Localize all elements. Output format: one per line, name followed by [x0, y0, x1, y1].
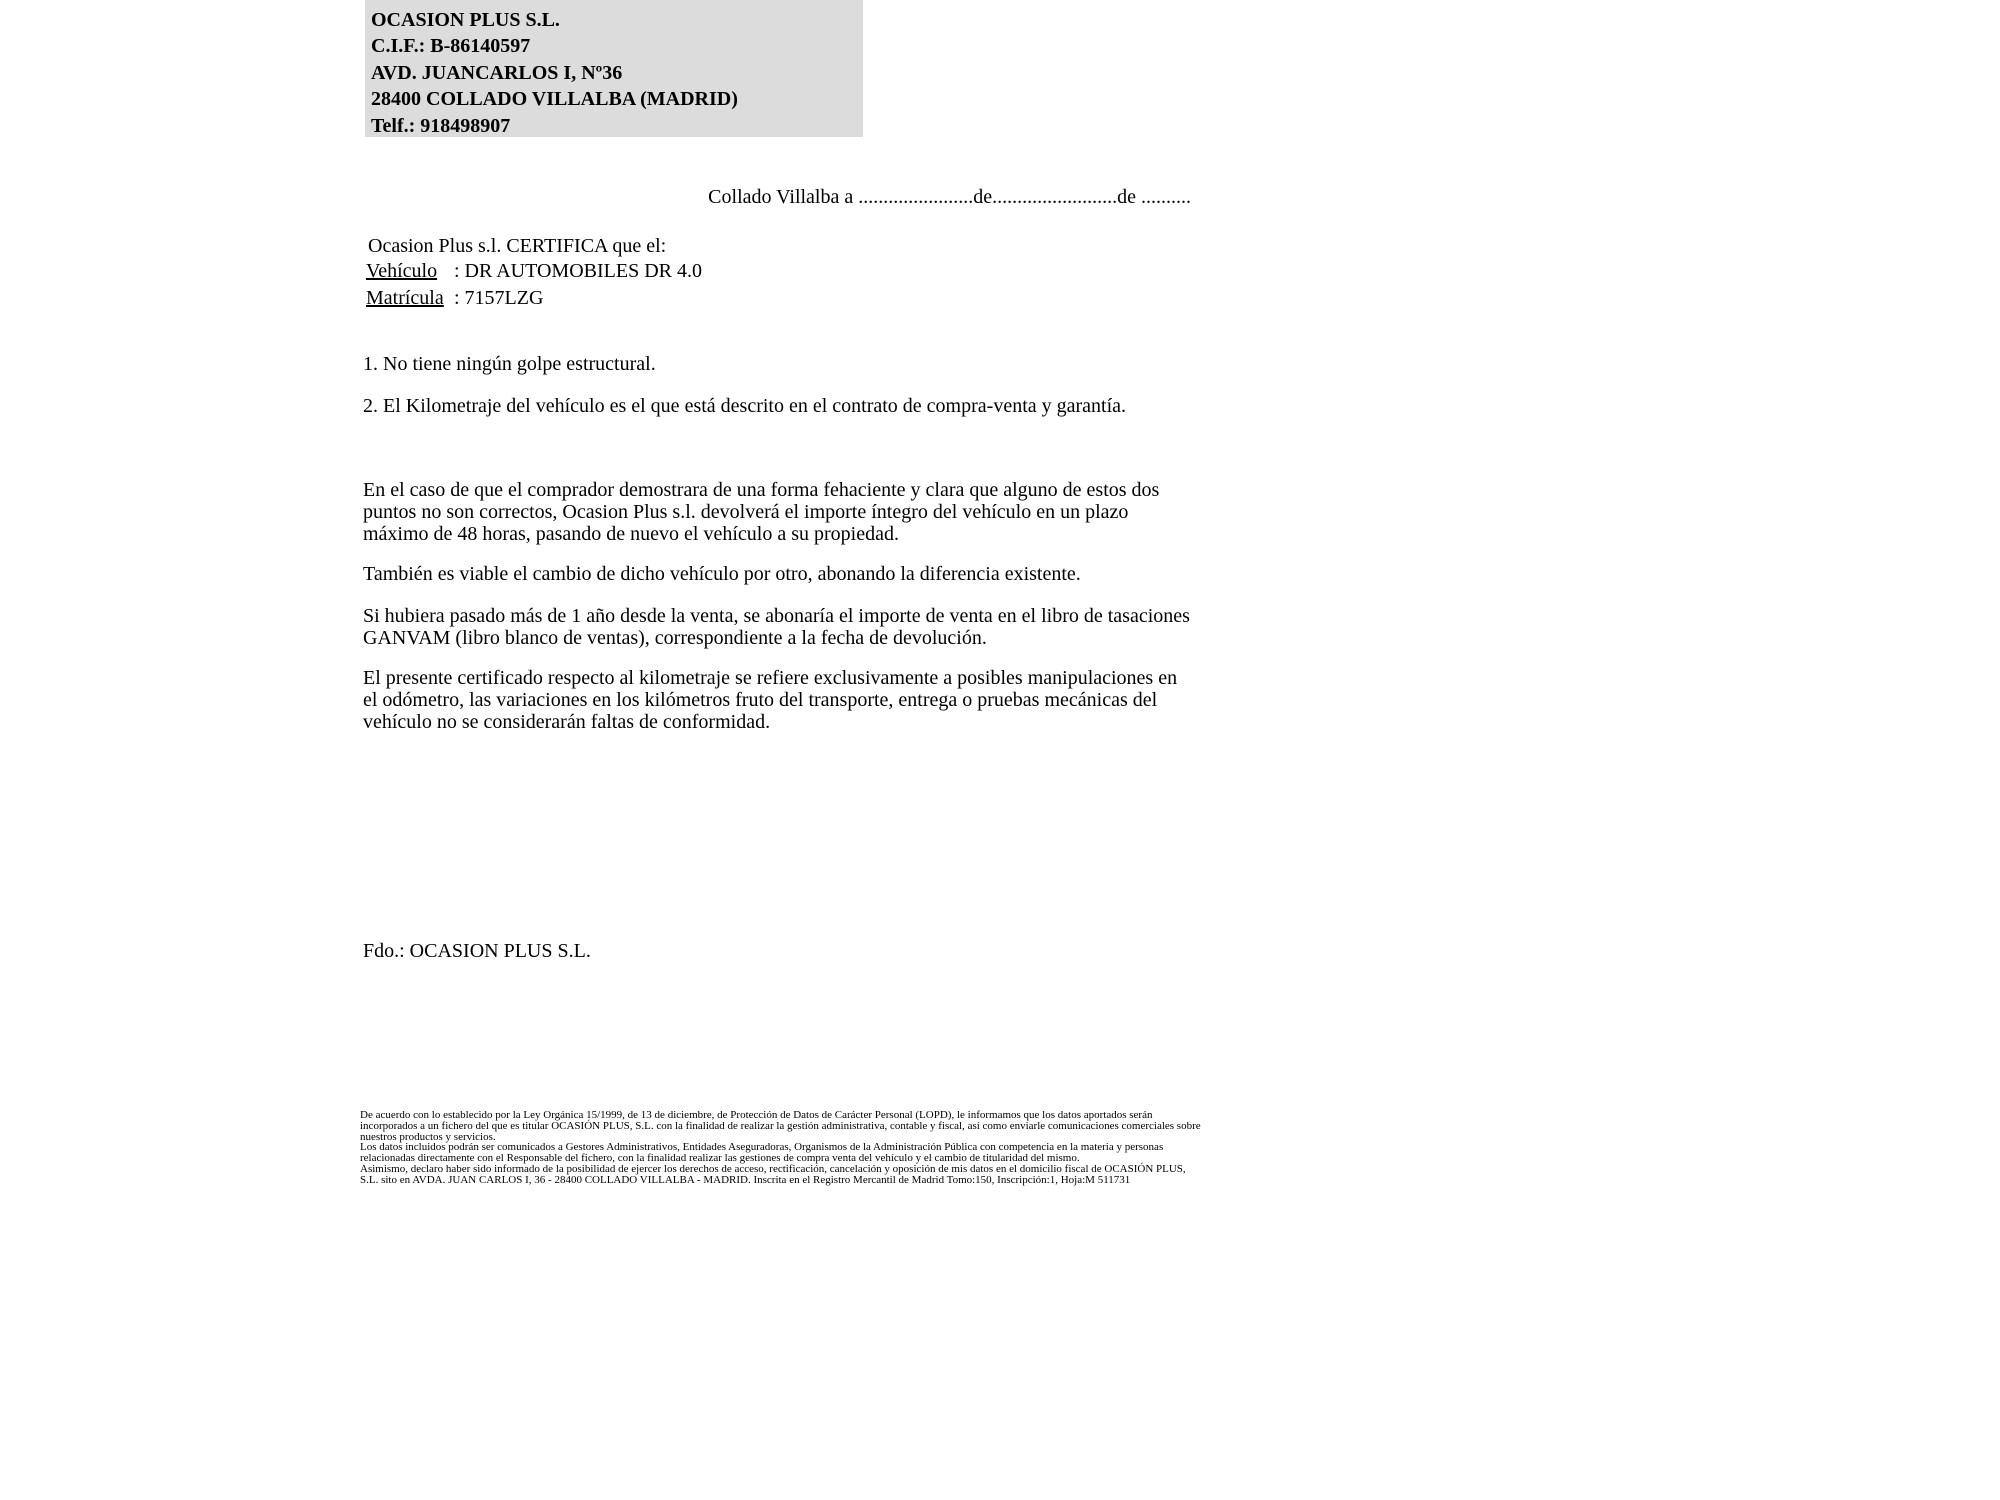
plate-label: Matrícula — [366, 287, 444, 309]
plate-value: : 7157LZG — [454, 287, 544, 309]
legal-paragraph-data-sharing: Los datos incluidos podrán ser comunicados a Gestores Administrativos, Entidades Aseguradoras, Organismos de la Administración Pública con competencia en la materia y personas relacionadas directamente con el Responsable del fichero, con la finalidad realizar las gestiones de compra venta del vehículo y el cambio de titularidad del mismo. — [360, 1141, 1164, 1165]
certification-intro: Ocasion Plus s.l. CERTIFICA que el: — [368, 235, 667, 257]
paragraph-refund: En el caso de que el comprador demostrara de una forma fehaciente y clara que alguno de estos dos puntos no son correctos, Ocasion Plus s.l. devolverá el importe íntegro del vehículo en un plazo máximo de 48 horas, pasando de nuevo el vehículo a su propiedad. — [363, 479, 1160, 545]
paragraph-ganvam: Si hubiera pasado más de 1 año desde la venta, se abonaría el importe de venta en el libro de tasaciones GANVAM (libro blanco de ventas), correspondiente a la fecha de devolución. — [363, 605, 1190, 649]
company-address: AVD. JUANCARLOS I, Nº36 — [371, 61, 623, 84]
company-cif: C.I.F.: B-86140597 — [371, 35, 531, 58]
paragraph-odometer: El presente certificado respecto al kilometraje se refiere exclusivamente a posibles manipulaciones en el odómetro, las variaciones en los kilómetros fruto del transporte, entrega o pruebas mecánicas del vehículo no se considerarán faltas de conformidad. — [363, 667, 1178, 733]
legal-paragraph-rights: Asimismo, declaro haber sido informado de la posibilidad de ejercer los derechos de acceso, rectificación, cancelación y oposición de mis datos en el domicilio fiscal de OCASIÓN PLUS, S.L. sito en AVDA. JUAN CARLOS I, 36 - 28400 COLLADO VILLALBA - MADRID. Inscrita en el Registro Mercantil de Madrid Tomo:150, Inscripción:1, Hoja:M 511731 — [360, 1162, 1186, 1186]
vehicle-label: Vehículo — [366, 260, 438, 282]
company-city: 28400 COLLADO VILLALBA (MADRID) — [371, 88, 738, 111]
date-line: Collado Villalba a .......................de.........................de .......... — [708, 186, 1191, 208]
paragraph-exchange: También es viable el cambio de dicho vehículo por otro, abonando la diferencia existente. — [363, 563, 1081, 585]
clause-2: 2. El Kilometraje del vehículo es el que está descrito en el contrato de compra-venta y garantía. — [363, 395, 1127, 417]
company-letterhead — [365, 0, 863, 137]
legal-footer — [360, 1110, 1202, 1186]
company-name: OCASION PLUS S.L. — [371, 9, 560, 31]
clause-1: 1. No tiene ningún golpe estructural. — [363, 353, 656, 375]
vehicle-line — [366, 260, 702, 283]
signature-line: Fdo.: OCASION PLUS S.L. — [363, 940, 591, 962]
vehicle-value: : DR AUTOMOBILES DR 4.0 — [454, 260, 702, 282]
legal-paragraph-lopd: De acuerdo con lo establecido por la Ley Orgánica 15/1999, de 13 de diciembre, de Protección de Datos de Carácter Personal (LOPD), le informamos que los datos aportados serán incorporados a un fichero del que es titular OCASIÓN PLUS, S.L. con la finalidad de realizar la gestión administrativa, contable y fiscal, así como enviarle comunicaciones comerciales sobre nuestros productos y servicios. — [360, 1109, 1201, 1143]
company-phone: Telf.: 918498907 — [371, 114, 511, 137]
plate-line — [366, 287, 543, 310]
